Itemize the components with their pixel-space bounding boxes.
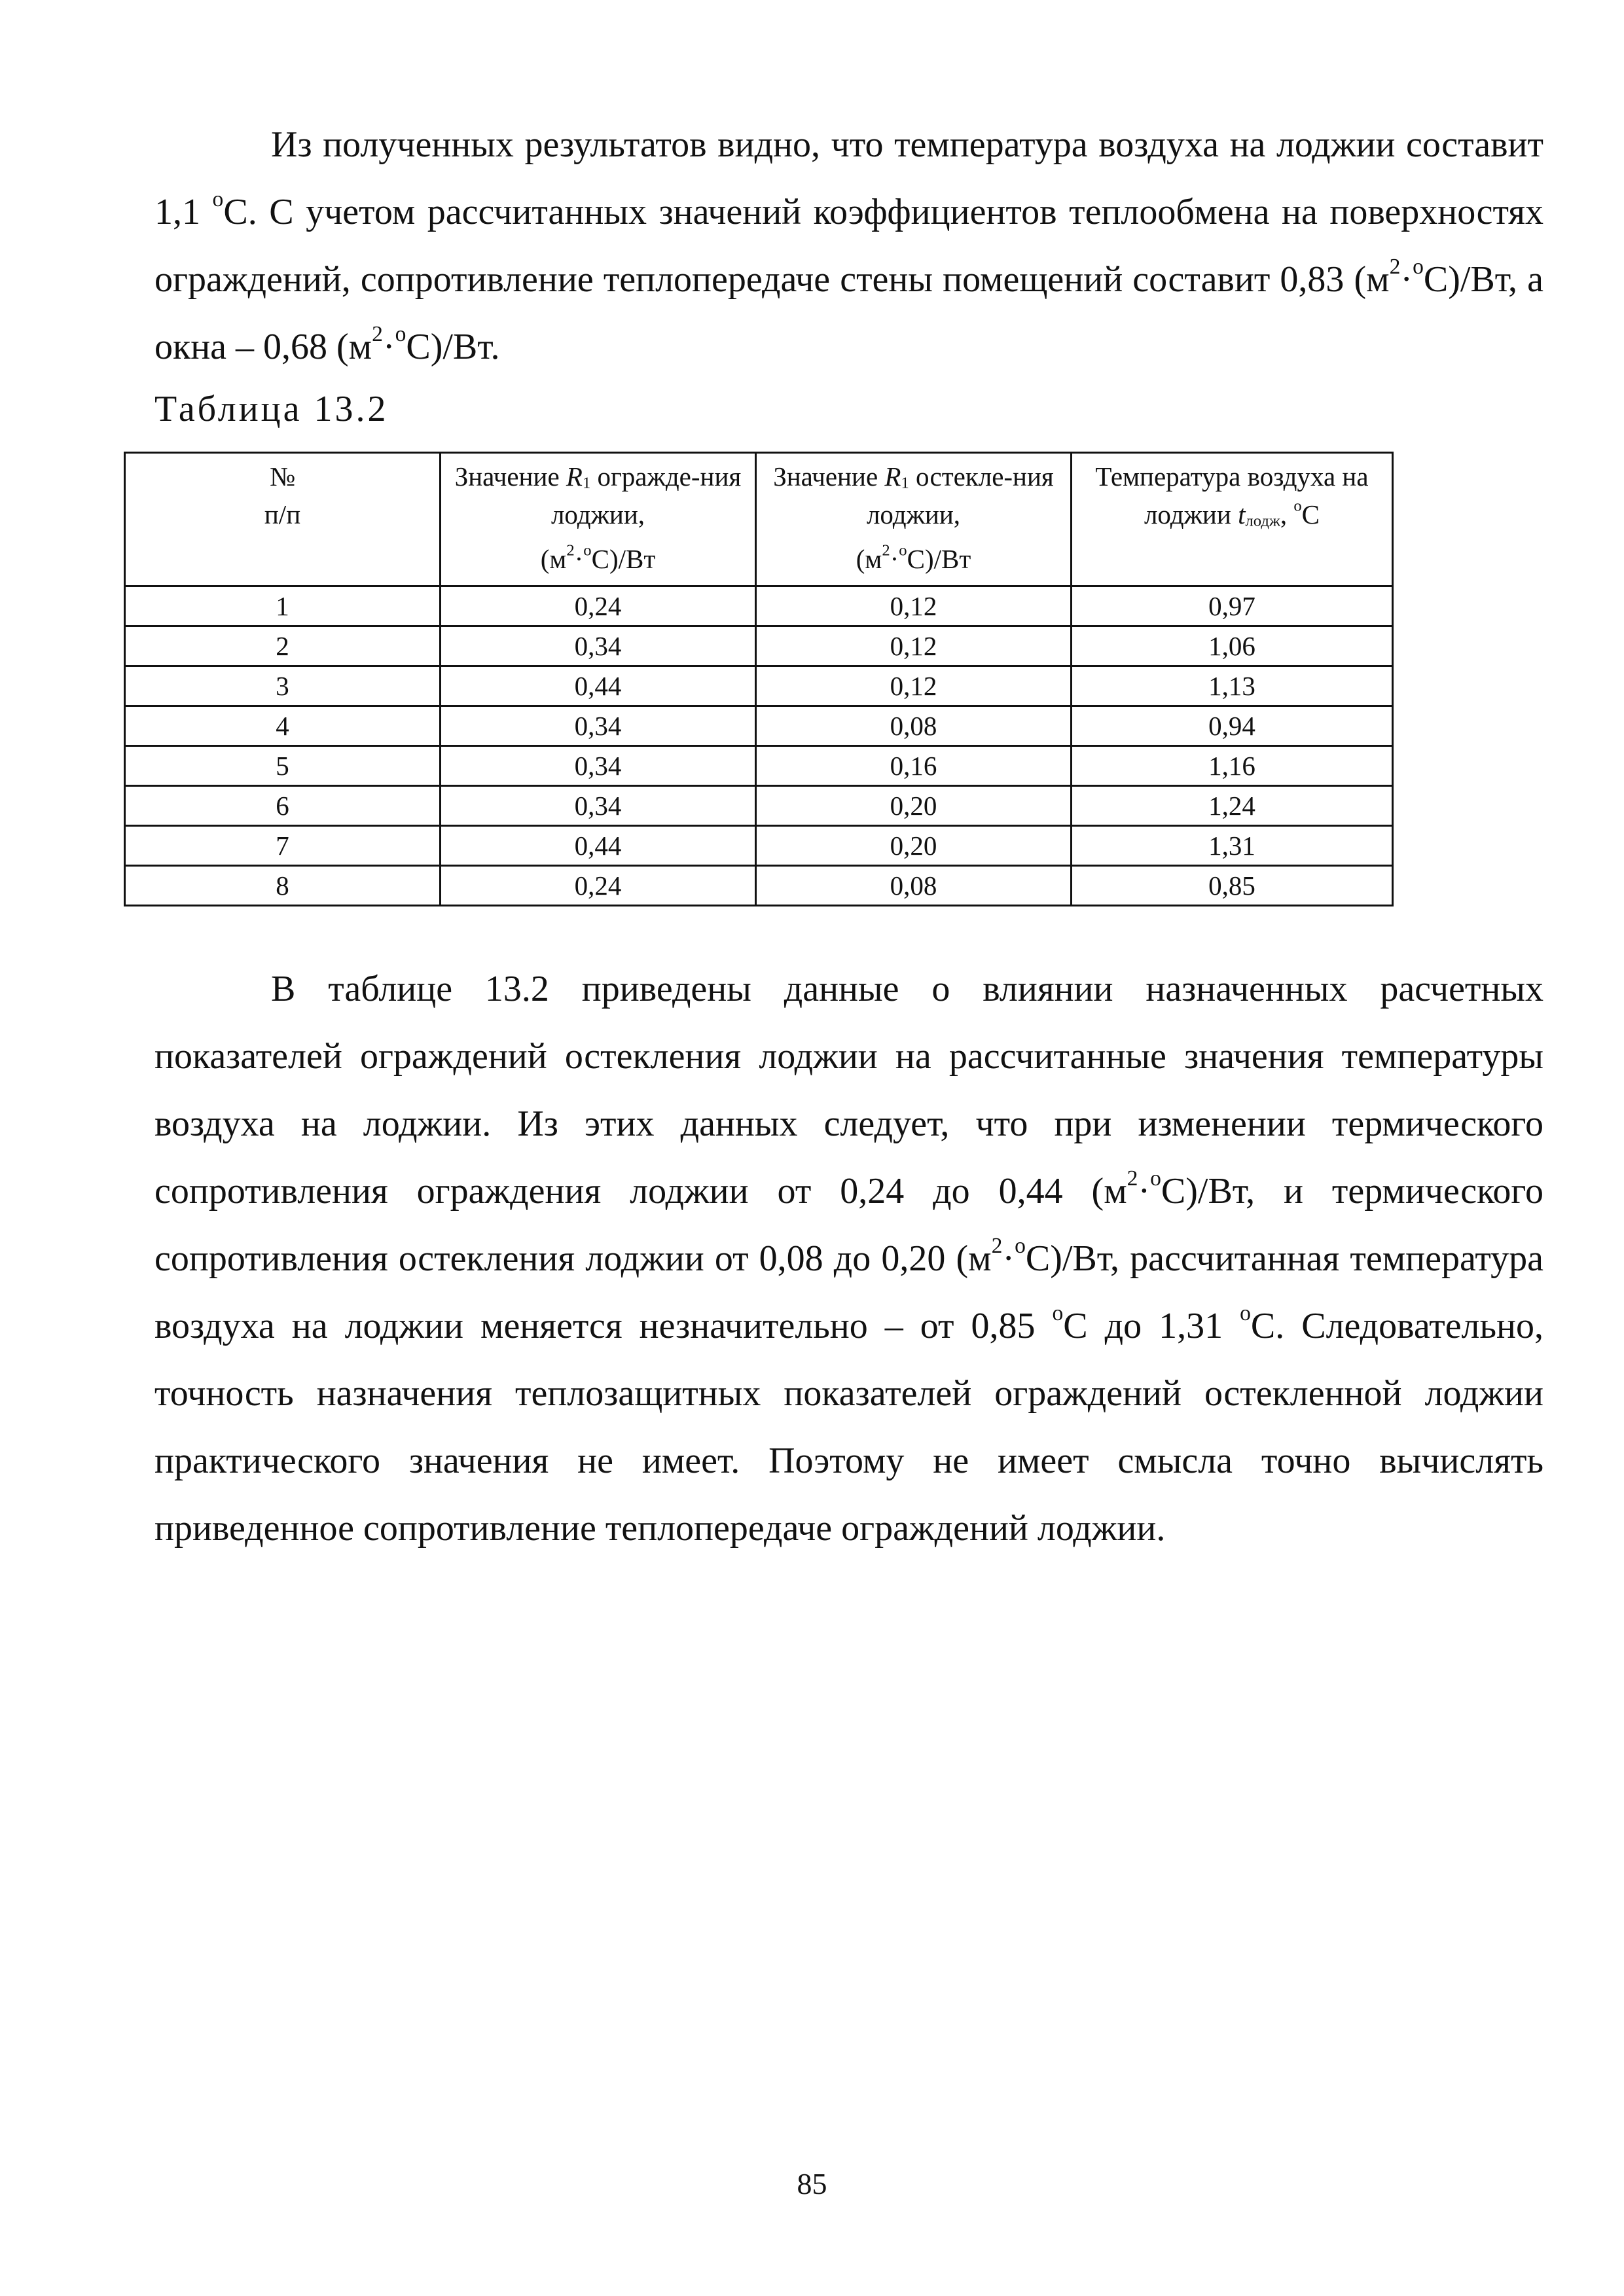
cell-temperature: 1,13 (1072, 666, 1393, 706)
cell-wall-resistance: 0,34 (441, 786, 756, 826)
cell-temperature: 1,31 (1072, 826, 1393, 866)
table-row (125, 826, 1393, 866)
paragraph-results: Из полученных результатов видно, что температура воздуха на лоджии составит 1,1 $^о$С. С учетом рассчитанных значений коэффициентов теплообмена на поверхностях ограждений, сопротивление теплопередаче стены помещений составит 0,83 $(м^2\cdot^оС)/Вт$, а окна – 0,68 $(м^2\cdot^оС)/Вт$. (154, 124, 1543, 367)
table-row (125, 866, 1393, 906)
data-table (124, 452, 1394, 906)
cell-wall-resistance: 0,44 (441, 826, 756, 866)
cell-number: 2 (125, 626, 441, 666)
cell-number: 8 (125, 866, 441, 906)
table-header-row (125, 453, 1393, 586)
cell-wall-resistance: 0,24 (441, 586, 756, 626)
cell-number: 5 (125, 746, 441, 786)
cell-number: 4 (125, 706, 441, 746)
header-loggia-temperature: Температура воздуха на лоджии $t_{лодж}$, $^о$С (1072, 453, 1393, 586)
cell-number: 3 (125, 666, 441, 706)
table-row (125, 626, 1393, 666)
cell-wall-resistance: 0,24 (441, 866, 756, 906)
header-number: № п/п (125, 453, 441, 586)
header-wall-resistance: Значение $R_1$ огражде-ния лоджии, $(м^2\cdot^оС)/Вт$ (441, 453, 756, 586)
cell-glazing-resistance: 0,12 (756, 666, 1072, 706)
cell-glazing-resistance: 0,12 (756, 586, 1072, 626)
cell-wall-resistance: 0,34 (441, 746, 756, 786)
cell-wall-resistance: 0,34 (441, 626, 756, 666)
cell-wall-resistance: 0,44 (441, 666, 756, 706)
page-number: 85 (797, 2167, 827, 2200)
cell-temperature: 0,97 (1072, 586, 1393, 626)
cell-temperature: 0,85 (1072, 866, 1393, 906)
cell-number: 6 (125, 786, 441, 826)
paragraph-analysis: В таблице 13.2 приведены данные о влиянии назначенных расчетных показателей ограждений остекления лоджии на рассчитанные значения температуры воздуха на лоджии. Из этих данных следует, что при изменении термического сопротивления ограждения лоджии от 0,24 до 0,44 $(м^2\cdot^оС)/Вт$, и термического сопротивления остекления лоджии от 0,08 до 0,20 $(м^2\cdot^оС)/Вт$, рассчитанная температура воздуха на лоджии меняется незначительно – от 0,85 $^о$С до 1,31 $^о$С. Следовательно, точность назначения теплозащитных показателей ограждений остекленной лоджии практического значения не имеет. Поэтому не имеет смысла точно вычислять приведенное сопротивление теплопередаче ограждений лоджии. (154, 969, 1544, 1549)
cell-number: 7 (125, 826, 441, 866)
table-row (125, 786, 1393, 826)
cell-glazing-resistance: 0,12 (756, 626, 1072, 666)
cell-glazing-resistance: 0,08 (756, 706, 1072, 746)
table-row (125, 586, 1393, 626)
cell-temperature: 1,06 (1072, 626, 1393, 666)
cell-temperature: 1,16 (1072, 746, 1393, 786)
cell-glazing-resistance: 0,20 (756, 826, 1072, 866)
cell-glazing-resistance: 0,20 (756, 786, 1072, 826)
cell-wall-resistance: 0,34 (441, 706, 756, 746)
cell-glazing-resistance: 0,08 (756, 866, 1072, 906)
cell-temperature: 0,94 (1072, 706, 1393, 746)
table-body (125, 586, 1393, 906)
cell-temperature: 1,24 (1072, 786, 1393, 826)
cell-glazing-resistance: 0,16 (756, 746, 1072, 786)
header-glazing-resistance: Значение $R_1$ остекле-ния лоджии, $(м^2\cdot^оС)/Вт$ (756, 453, 1072, 586)
table-row (125, 746, 1393, 786)
cell-number: 1 (125, 586, 441, 626)
table-row (125, 706, 1393, 746)
table-caption: Таблица 13.2 (154, 389, 389, 429)
table-row (125, 666, 1393, 706)
